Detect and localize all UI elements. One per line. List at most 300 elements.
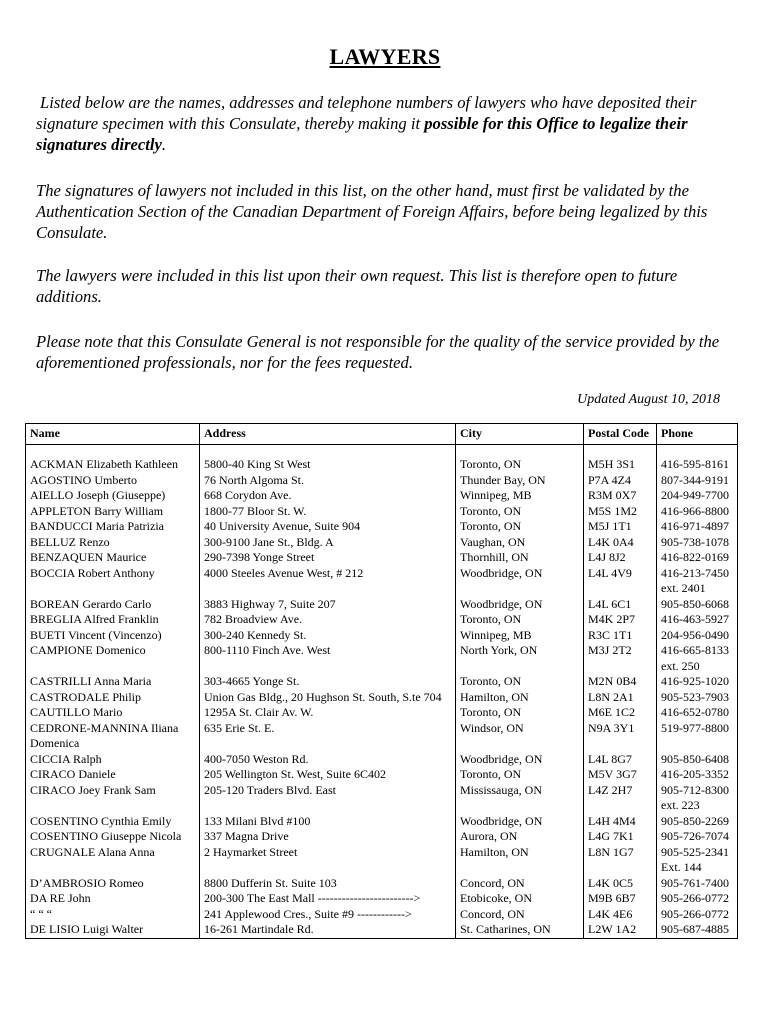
table-row <box>26 504 738 520</box>
cell-phone-text: 416-971-4897 <box>661 519 729 533</box>
cell-name <box>26 643 200 674</box>
cell-name <box>26 891 200 907</box>
cell-postal-code <box>584 628 657 644</box>
cell-postal-code <box>584 845 657 876</box>
cell-name <box>26 628 200 644</box>
cell-phone <box>657 721 738 752</box>
cell-phone-text: 905-712-8300 <box>661 782 729 797</box>
cell-phone <box>657 891 738 907</box>
cell-name <box>26 473 200 489</box>
cell-postal-code <box>584 767 657 783</box>
cell-postal-code-text: L4L 4V9 <box>588 565 632 580</box>
table-spacer-row <box>26 445 738 458</box>
cell-city <box>456 767 584 783</box>
cell-postal-code-text: M5H 3S1 <box>588 457 636 471</box>
cell-city <box>456 829 584 845</box>
table-row <box>26 535 738 551</box>
cell-phone-text: 905-266-0772 <box>661 891 729 905</box>
cell-name <box>26 721 200 752</box>
cell-name-text: AIELLO Joseph (Giuseppe) <box>30 488 166 502</box>
cell-phone <box>657 922 738 938</box>
cell-city-text: Toronto, ON <box>460 457 522 471</box>
cell-city <box>456 566 584 597</box>
cell-address <box>200 473 456 489</box>
cell-postal-code <box>584 535 657 551</box>
cell-name <box>26 767 200 783</box>
cell-city-text: Toronto, ON <box>460 705 522 719</box>
cell-address-text: 40 University Avenue, Suite 904 <box>204 519 361 533</box>
cell-phone <box>657 643 738 674</box>
lawyers-table <box>25 423 738 939</box>
cell-phone-text: 416-595-8161 <box>661 457 729 471</box>
cell-name-text: CIRACO Daniele <box>30 767 116 781</box>
cell-postal-code <box>584 876 657 892</box>
cell-city-text: Vaughan, ON <box>460 534 526 549</box>
header-address: Address <box>200 424 456 445</box>
cell-address-text: 300-240 Kennedy St. <box>204 627 307 642</box>
cell-phone-text: 519-977-8800 <box>661 720 729 735</box>
table-row <box>26 814 738 830</box>
cell-city <box>456 550 584 566</box>
cell-name <box>26 783 200 814</box>
table-row <box>26 752 738 768</box>
cell-postal-code-text: L4G 7K1 <box>588 829 634 843</box>
cell-address <box>200 597 456 613</box>
cell-city <box>456 674 584 690</box>
cell-address-text: 337 Magna Drive <box>204 829 289 843</box>
cell-name-text: DA RE John <box>30 891 91 905</box>
cell-phone-text: 204-949-7700 <box>661 488 729 502</box>
cell-postal-code-text: M9B 6B7 <box>588 891 636 905</box>
intro-end: . <box>161 135 166 154</box>
cell-phone-text: 905-525-2341 <box>661 844 729 859</box>
cell-city-text: North York, ON <box>460 643 538 657</box>
cell-postal-code-text: L8N 2A1 <box>588 689 634 704</box>
intro-paragraph <box>36 92 736 155</box>
request-paragraph: The lawyers were included in this list upon their own request. This list is therefore open to future additions. <box>36 266 678 306</box>
cell-city-text: Toronto, ON <box>460 519 522 533</box>
cell-address <box>200 612 456 628</box>
cell-postal-code <box>584 612 657 628</box>
table-row <box>26 628 738 644</box>
cell-city <box>456 519 584 535</box>
cell-address <box>200 767 456 783</box>
cell-postal-code-text: L4J 8J2 <box>588 550 626 564</box>
cell-postal-code <box>584 814 657 830</box>
cell-city <box>456 907 584 923</box>
phone-extension: Ext. 144 <box>661 860 702 874</box>
cell-address-text: 8800 Dufferin St. Suite 103 <box>204 875 337 890</box>
cell-address <box>200 845 456 876</box>
cell-address-text: 635 Erie St. E. <box>204 720 275 735</box>
cell-address <box>200 566 456 597</box>
cell-name-text: CAMPIONE Domenico <box>30 643 146 657</box>
table-row <box>26 876 738 892</box>
cell-address-text: 290-7398 Yonge Street <box>204 550 315 564</box>
cell-phone <box>657 628 738 644</box>
cell-postal-code-text: N9A 3Y1 <box>588 720 635 735</box>
cell-address <box>200 457 456 473</box>
cell-city <box>456 597 584 613</box>
cell-city-text: Woodbridge, ON <box>460 565 543 580</box>
cell-postal-code <box>584 550 657 566</box>
cell-city-text: Winnipeg, MB <box>460 488 532 502</box>
cell-phone <box>657 457 738 473</box>
table-row <box>26 457 738 473</box>
cell-city-text: Toronto, ON <box>460 767 522 781</box>
cell-city-text: Winnipeg, MB <box>460 627 532 642</box>
cell-postal-code <box>584 504 657 520</box>
cell-postal-code <box>584 907 657 923</box>
cell-phone-text: 204-956-0490 <box>661 627 729 642</box>
table-row <box>26 643 738 674</box>
updated-date: Updated August 10, 2018 <box>577 392 720 407</box>
cell-phone-text: 905-850-6068 <box>661 596 729 611</box>
cell-city-text: Toronto, ON <box>460 674 522 688</box>
cell-city-text: Thunder Bay, ON <box>460 472 546 487</box>
cell-postal-code-text: R3C 1T1 <box>588 627 633 642</box>
cell-phone <box>657 690 738 706</box>
table-row <box>26 922 738 938</box>
cell-name-text: BOCCIA Robert Anthony <box>30 565 155 580</box>
cell-phone <box>657 566 738 597</box>
cell-city <box>456 457 584 473</box>
cell-postal-code-text: M6E 1C2 <box>588 705 636 719</box>
cell-phone-text: 905-761-7400 <box>661 875 729 890</box>
cell-phone-text: 905-687-4885 <box>661 922 729 936</box>
cell-phone <box>657 907 738 923</box>
cell-postal-code <box>584 643 657 674</box>
table-row <box>26 891 738 907</box>
table-row <box>26 705 738 721</box>
cell-name-text: COSENTINO Cynthia Emily <box>30 813 172 828</box>
cell-city-text: Woodbridge, ON <box>460 813 543 828</box>
cell-phone-text: 905-726-7074 <box>661 829 729 843</box>
cell-address-text: 16-261 Martindale Rd. <box>204 922 314 936</box>
cell-phone <box>657 814 738 830</box>
cell-postal-code-text: L4K 0A4 <box>588 534 634 549</box>
cell-phone <box>657 504 738 520</box>
intro-emphasis: possible for this Office to legalize their signatures directly <box>36 114 688 154</box>
cell-name <box>26 705 200 721</box>
cell-name-text: CRUGNALE Alana Anna <box>30 844 155 859</box>
cell-phone-text: 905-266-0772 <box>661 906 729 921</box>
cell-city <box>456 628 584 644</box>
phone-extension: ext. 2401 <box>661 581 706 595</box>
cell-city <box>456 473 584 489</box>
cell-city-text: Hamilton, ON <box>460 689 529 704</box>
cell-address-text: 133 Milani Blvd #100 <box>204 813 311 828</box>
cell-city-text: Mississauga, ON <box>460 782 543 797</box>
cell-address-text: 668 Corydon Ave. <box>204 488 292 502</box>
cell-city <box>456 612 584 628</box>
cell-phone-text: 905-850-6408 <box>661 751 729 766</box>
cell-address <box>200 829 456 845</box>
cell-city <box>456 814 584 830</box>
cell-city <box>456 504 584 520</box>
cell-address <box>200 628 456 644</box>
cell-city <box>456 845 584 876</box>
cell-phone <box>657 674 738 690</box>
cell-address <box>200 488 456 504</box>
cell-name-text: APPLETON Barry William <box>30 503 164 518</box>
cell-city-text: Concord, ON <box>460 875 525 890</box>
cell-city-text: Thornhill, ON <box>460 550 529 564</box>
cell-postal-code-text: R3M 0X7 <box>588 488 637 502</box>
cell-postal-code <box>584 519 657 535</box>
cell-city <box>456 783 584 814</box>
cell-phone-text: 416-925-1020 <box>661 674 729 688</box>
cell-name <box>26 752 200 768</box>
cell-phone-text: 807-344-9191 <box>661 472 729 487</box>
cell-address <box>200 783 456 814</box>
header-postal-code: Postal Code <box>584 424 657 445</box>
table-row <box>26 829 738 845</box>
cell-name-text: D’AMBROSIO Romeo <box>30 875 144 890</box>
cell-postal-code-text: M4K 2P7 <box>588 612 636 626</box>
validation-paragraph: The signatures of lawyers not included in this list, on the other hand, must first be validated by the Authentication Section of the Canadian Department of Foreign Affairs, before being legalized by this Consulate. <box>36 181 708 242</box>
table-row <box>26 550 738 566</box>
cell-phone <box>657 535 738 551</box>
cell-city <box>456 752 584 768</box>
table-row <box>26 907 738 923</box>
cell-postal-code <box>584 891 657 907</box>
cell-postal-code <box>584 488 657 504</box>
cell-postal-code-text: L4Z 2H7 <box>588 782 633 797</box>
cell-name-text: ACKMAN Elizabeth Kathleen <box>30 457 178 471</box>
cell-address-text: 200-300 The East Mall ------------------------> <box>204 891 421 905</box>
cell-address <box>200 550 456 566</box>
table-row <box>26 674 738 690</box>
cell-address <box>200 752 456 768</box>
cell-city-text: Aurora, ON <box>460 829 518 843</box>
cell-city <box>456 721 584 752</box>
cell-postal-code <box>584 829 657 845</box>
cell-phone <box>657 829 738 845</box>
cell-phone <box>657 752 738 768</box>
table-row <box>26 767 738 783</box>
cell-phone <box>657 519 738 535</box>
cell-postal-code <box>584 922 657 938</box>
cell-name-text: BANDUCCI Maria Patrizia <box>30 519 164 533</box>
cell-phone <box>657 767 738 783</box>
cell-name <box>26 690 200 706</box>
cell-address <box>200 690 456 706</box>
cell-phone <box>657 473 738 489</box>
cell-name-text: BELLUZ Renzo <box>30 534 110 549</box>
cell-name <box>26 907 200 923</box>
page-title: LAWYERS <box>329 44 441 69</box>
cell-city-text: Concord, ON <box>460 906 525 921</box>
cell-phone-text: 416-213-7450 <box>661 565 729 580</box>
cell-name-text: BREGLIA Alfred Franklin <box>30 612 159 626</box>
cell-name <box>26 814 200 830</box>
cell-address <box>200 907 456 923</box>
cell-address-text: 5800-40 King St West <box>204 457 311 471</box>
cell-name-text: BOREAN Gerardo Carlo <box>30 596 152 611</box>
cell-name <box>26 566 200 597</box>
cell-phone-text: 416-652-0780 <box>661 705 729 719</box>
cell-name <box>26 504 200 520</box>
cell-address-text: 400-7050 Weston Rd. <box>204 751 309 766</box>
cell-phone-text: 416-822-0169 <box>661 550 729 564</box>
cell-city <box>456 922 584 938</box>
cell-phone <box>657 550 738 566</box>
cell-address-text: 241 Applewood Cres., Suite #9 ------------> <box>204 906 412 921</box>
cell-address <box>200 519 456 535</box>
cell-postal-code-text: L8N 1G7 <box>588 844 634 859</box>
cell-phone <box>657 612 738 628</box>
cell-name-text: DE LISIO Luigi Walter <box>30 922 144 936</box>
cell-address-text: 782 Broadview Ave. <box>204 612 303 626</box>
cell-phone <box>657 488 738 504</box>
cell-city <box>456 488 584 504</box>
phone-extension: ext. 250 <box>661 658 700 673</box>
cell-name-text: CICCIA Ralph <box>30 751 102 766</box>
cell-name-text: COSENTINO Giuseppe Nicola <box>30 829 182 843</box>
table-row <box>26 690 738 706</box>
cell-name-text: AGOSTINO Umberto <box>30 472 137 487</box>
cell-postal-code <box>584 752 657 768</box>
cell-name-text: “ “ “ <box>30 906 52 921</box>
cell-address <box>200 814 456 830</box>
table-row <box>26 783 738 814</box>
cell-phone-text: 416-966-8800 <box>661 503 729 518</box>
cell-address-text: 1295A St. Clair Av. W. <box>204 705 314 719</box>
table-row <box>26 566 738 597</box>
cell-name <box>26 457 200 473</box>
cell-postal-code <box>584 473 657 489</box>
cell-phone-text: 905-850-2269 <box>661 813 729 828</box>
cell-name <box>26 674 200 690</box>
cell-name <box>26 519 200 535</box>
cell-postal-code <box>584 566 657 597</box>
cell-address-text: 4000 Steeles Avenue West, # 212 <box>204 565 364 580</box>
cell-address-text: 76 North Algoma St. <box>204 472 305 487</box>
cell-phone <box>657 705 738 721</box>
cell-name <box>26 612 200 628</box>
cell-city <box>456 690 584 706</box>
cell-address-text: 1800-77 Bloor St. W. <box>204 503 307 518</box>
cell-city-text: St. Catharines, ON <box>460 922 551 936</box>
cell-postal-code-text: M2N 0B4 <box>588 674 637 688</box>
cell-name-text: CEDRONE-MANNINA Iliana Domenica <box>30 720 179 750</box>
phone-extension: ext. 223 <box>661 798 700 812</box>
cell-postal-code-text: M3J 2T2 <box>588 643 632 657</box>
cell-name <box>26 597 200 613</box>
cell-address-text: 2 Haymarket Street <box>204 844 298 859</box>
cell-address-text: 205-120 Traders Blvd. East <box>204 782 336 797</box>
header-name: Name <box>26 424 200 445</box>
cell-city-text: Toronto, ON <box>460 612 522 626</box>
disclaimer-paragraph: Please note that this Consulate General is not responsible for the quality of the service provided by the aforementioned professionals, nor for the fees requested. <box>36 332 720 372</box>
cell-address <box>200 504 456 520</box>
cell-city <box>456 876 584 892</box>
cell-postal-code-text: P7A 4Z4 <box>588 472 632 487</box>
cell-postal-code-text: M5V 3G7 <box>588 767 637 781</box>
header-phone: Phone <box>657 424 738 445</box>
cell-phone <box>657 845 738 876</box>
table-row <box>26 488 738 504</box>
cell-address-text: Union Gas Bldg., 20 Hughson St. South, S.te 704 <box>204 689 442 704</box>
cell-name-text: CASTRILLI Anna Maria <box>30 674 152 688</box>
cell-city-text: Windsor, ON <box>460 720 524 735</box>
cell-address <box>200 876 456 892</box>
table-row <box>26 721 738 752</box>
cell-postal-code-text: L4K 4E6 <box>588 906 633 921</box>
cell-postal-code <box>584 721 657 752</box>
table-row <box>26 519 738 535</box>
table-row <box>26 597 738 613</box>
cell-city <box>456 535 584 551</box>
cell-phone-text: 416-665-8133 <box>661 643 729 657</box>
cell-name-text: CAUTILLO Mario <box>30 705 123 719</box>
cell-address <box>200 674 456 690</box>
cell-postal-code-text: L4L 8G7 <box>588 751 632 766</box>
intro-text: Listed below are the names, addresses and telephone numbers of lawyers who have deposited their signature specimen with this Consulate, thereby making it <box>36 93 697 133</box>
cell-name-text: BUETI Vincent (Vincenzo) <box>30 627 162 642</box>
cell-city <box>456 643 584 674</box>
cell-address-text: 300-9100 Jane St., Bldg. A <box>204 534 334 549</box>
cell-postal-code <box>584 690 657 706</box>
table-row <box>26 845 738 876</box>
cell-name-text: CASTRODALE Philip <box>30 689 142 704</box>
cell-address-text: 303-4665 Yonge St. <box>204 674 300 688</box>
cell-address <box>200 891 456 907</box>
cell-phone-text: 416-205-3352 <box>661 767 729 781</box>
cell-address-text: 3883 Highway 7, Suite 207 <box>204 596 336 611</box>
cell-name <box>26 535 200 551</box>
cell-postal-code-text: L2W 1A2 <box>588 922 637 936</box>
cell-city-text: Toronto, ON <box>460 503 522 518</box>
cell-name <box>26 922 200 938</box>
cell-city-text: Etobicoke, ON <box>460 891 532 905</box>
cell-postal-code <box>584 597 657 613</box>
cell-city <box>456 891 584 907</box>
cell-postal-code-text: M5S 1M2 <box>588 503 638 518</box>
cell-name <box>26 550 200 566</box>
cell-phone-text: 905-523-7903 <box>661 689 729 704</box>
cell-city-text: Hamilton, ON <box>460 844 529 859</box>
cell-city-text: Woodbridge, ON <box>460 596 543 611</box>
cell-city-text: Woodbridge, ON <box>460 751 543 766</box>
cell-postal-code-text: L4L 6C1 <box>588 596 632 611</box>
cell-address <box>200 922 456 938</box>
cell-address <box>200 721 456 752</box>
cell-postal-code <box>584 674 657 690</box>
cell-city <box>456 705 584 721</box>
cell-phone <box>657 783 738 814</box>
cell-name <box>26 829 200 845</box>
cell-postal-code-text: M5J 1T1 <box>588 519 632 533</box>
cell-postal-code <box>584 457 657 473</box>
cell-phone <box>657 597 738 613</box>
cell-postal-code <box>584 783 657 814</box>
cell-name-text: CIRACO Joey Frank Sam <box>30 782 156 797</box>
cell-name <box>26 845 200 876</box>
table-row <box>26 473 738 489</box>
header-city: City <box>456 424 584 445</box>
cell-phone <box>657 876 738 892</box>
cell-name-text: BENZAQUEN Maurice <box>30 550 147 564</box>
cell-address <box>200 643 456 674</box>
table-body <box>26 445 738 939</box>
cell-postal-code <box>584 705 657 721</box>
cell-address-text: 205 Wellington St. West, Suite 6C402 <box>204 767 386 781</box>
cell-address <box>200 705 456 721</box>
cell-phone-text: 905-738-1078 <box>661 534 729 549</box>
cell-name <box>26 876 200 892</box>
